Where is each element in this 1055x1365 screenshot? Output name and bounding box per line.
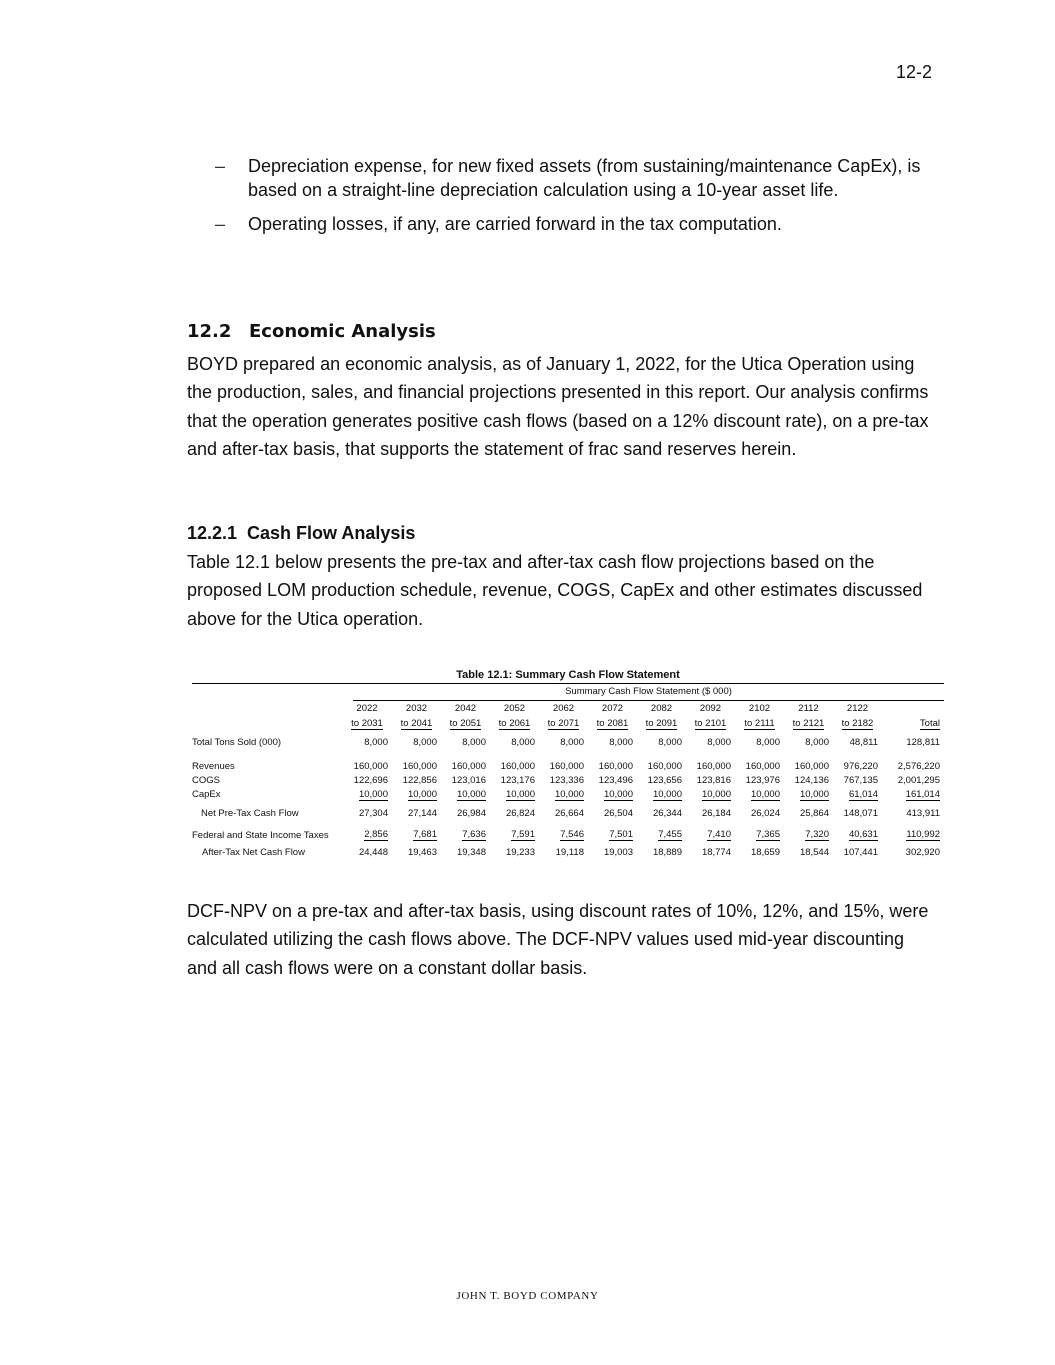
table-cell [588, 844, 637, 861]
table-cell-text: 61,014 [848, 788, 878, 800]
column-header-end [686, 716, 735, 731]
table-cell-text: 123,816 [696, 774, 731, 786]
footer-company-name: JOHN T. BOYD COMPANY [456, 1290, 599, 1302]
column-header-end-text: to 2051 [449, 717, 482, 729]
table-cell [342, 731, 392, 751]
table-cell [784, 844, 833, 861]
table-cell [686, 844, 735, 861]
table-cell-text: 10,000 [407, 788, 437, 800]
table-cell [833, 802, 882, 822]
column-header-end-text: Total [919, 717, 940, 729]
paragraph-cash-flow-intro: Table 12.1 below presents the pre-tax and after-tax cash flow projections based on the proposed LOM production schedule, revenue, COGS, CapEx and other estimates discussed above for the Utica operation. [187, 552, 923, 629]
table-cell-text: 8,000 [413, 737, 437, 748]
table-cell-text: 123,496 [598, 774, 633, 786]
column-header-end-text: to 2041 [400, 717, 433, 729]
table-cell-text: 123,016 [451, 774, 486, 786]
table-cell [735, 731, 784, 751]
table-cell [342, 844, 392, 861]
column-header-start-text: 2102 [748, 703, 771, 714]
table-cell [686, 731, 735, 751]
table-cell [490, 751, 539, 773]
table-cell [392, 802, 441, 822]
column-header-start [490, 701, 539, 716]
table-cell-text: 26,184 [701, 808, 731, 819]
column-header-start-text: 2052 [503, 703, 526, 714]
table-cell [882, 822, 944, 844]
table-cell [490, 822, 539, 844]
table-cell [392, 751, 441, 773]
table-cell-text: 767,135 [843, 774, 878, 786]
row-label [192, 822, 342, 844]
column-header-end-text: to 2071 [547, 717, 580, 729]
table-cell-text: 8,000 [560, 737, 584, 748]
table-cell [392, 773, 441, 787]
column-header-start-text: 2042 [454, 703, 477, 714]
table-cell-text: 27,304 [358, 808, 388, 819]
table-cell [833, 844, 882, 861]
subsection-number: 12.2.1 [187, 523, 238, 543]
table-cell [833, 731, 882, 751]
table-cell-text: 10,000 [652, 788, 682, 800]
table-cell-text: 7,410 [707, 829, 731, 840]
table-cell-text: 123,656 [647, 774, 682, 786]
row-label [192, 751, 342, 773]
column-header-end-text: to 2081 [596, 717, 629, 729]
table-cell-text: 110,992 [906, 829, 940, 840]
table-cell-text: 160,000 [402, 761, 437, 772]
table-cell-text: 19,463 [407, 847, 437, 858]
column-header-end [539, 716, 588, 731]
table-cell [784, 773, 833, 787]
table-cell [441, 787, 490, 802]
table-cell [882, 802, 944, 822]
table-cell [441, 844, 490, 861]
table-cell [441, 751, 490, 773]
column-header-start-text: 2112 [798, 703, 819, 714]
table-cell-text: 976,220 [843, 761, 878, 772]
table-cell [490, 844, 539, 861]
table-cell-text: 10,000 [750, 788, 780, 800]
subsection-title: Cash Flow Analysis [247, 523, 416, 543]
bullet-item [215, 212, 945, 236]
column-header-start-text: 2072 [601, 703, 624, 714]
cash-flow-table [192, 668, 944, 861]
table-cell-text: 26,344 [652, 808, 682, 819]
table-row-capex [192, 787, 944, 802]
table-cell [441, 773, 490, 787]
table-cell-text: 7,681 [413, 829, 437, 840]
cash-flow-grid [192, 701, 944, 861]
table-cell [392, 731, 441, 751]
column-header-end-text: to 2182 [841, 717, 874, 729]
row-label [192, 787, 342, 802]
table-cell [588, 751, 637, 773]
table-cell [686, 773, 735, 787]
table-cell-text: 18,659 [750, 847, 780, 858]
table-cell-text: 8,000 [511, 737, 535, 748]
table-cell-text: 302,920 [905, 847, 940, 858]
table-cell-text: 123,176 [500, 774, 535, 786]
column-header-start-text: 2062 [552, 703, 575, 714]
column-header-start [686, 701, 735, 716]
section-title: Economic Analysis [249, 321, 436, 342]
section-heading [187, 321, 436, 342]
column-header-start [539, 701, 588, 716]
table-cell-text: 19,233 [505, 847, 535, 858]
table-cell-text: 10,000 [554, 788, 584, 800]
table-cell-text: 7,365 [756, 829, 780, 840]
column-header-start [637, 701, 686, 716]
table-cell [342, 802, 392, 822]
column-header-start-text: 2022 [356, 703, 378, 714]
table-cell-text: 18,774 [701, 847, 731, 858]
column-header-end-text: to 2101 [694, 717, 727, 729]
column-header-end [588, 716, 637, 731]
table-cell [490, 773, 539, 787]
table-cell [539, 731, 588, 751]
table-cell [539, 822, 588, 844]
bullet-dash: – [215, 156, 226, 176]
table-cell-text: 160,000 [353, 761, 388, 772]
table-cell-text: 2,856 [364, 829, 388, 840]
table-cell-text: 122,696 [353, 774, 388, 786]
table-cell [392, 787, 441, 802]
table-cell-text: 7,501 [609, 829, 633, 840]
column-header-end [392, 716, 441, 731]
table-cell [833, 751, 882, 773]
table-cell-text: 123,976 [745, 774, 780, 786]
table-cell [342, 822, 392, 844]
table-cell-text: 123,336 [549, 774, 584, 786]
table-cell-text: 10,000 [799, 788, 829, 800]
column-header-start [342, 701, 392, 716]
table-cell [784, 802, 833, 822]
table-cell-text: 27,144 [407, 808, 437, 819]
table-cell [882, 731, 944, 751]
table-cell [441, 802, 490, 822]
table-cell-text: 19,348 [456, 847, 486, 858]
table-cell [735, 773, 784, 787]
table-cell-text: 10,000 [505, 788, 535, 800]
table-cell-text: 8,000 [756, 737, 780, 748]
row-label-text: Total Tons Sold (000) [192, 737, 282, 748]
table-cell-text: 10,000 [603, 788, 633, 800]
table-cell-text: 26,664 [554, 808, 584, 819]
column-header-end [882, 716, 944, 731]
table-cell [637, 844, 686, 861]
column-header-start-text: 2032 [405, 703, 428, 714]
table-cell [686, 751, 735, 773]
row-label [192, 773, 342, 787]
table-cell-text: 161,014 [905, 788, 940, 800]
table-cell [686, 802, 735, 822]
table-cell [833, 822, 882, 844]
column-header-end-text: to 2111 [744, 717, 775, 729]
paragraph-dcf-npv: DCF-NPV on a pre-tax and after-tax basis, using discount rates of 10%, 12%, and 15%, were calculated utilizing the cash flows above. The DCF-NPV values used mid-year discounting and all cash flows were on a constant dollar basis. [187, 901, 929, 978]
column-header-end-text: to 2061 [498, 717, 531, 729]
column-header-start [784, 701, 833, 716]
bullet-item [215, 154, 945, 202]
table-cell [441, 822, 490, 844]
table-cell [637, 773, 686, 787]
table-cell-text: 148,071 [843, 808, 878, 819]
table-cell-text: 7,320 [805, 829, 829, 840]
table-cell-text: 48,811 [849, 737, 878, 748]
table-cell [784, 751, 833, 773]
section-number: 12.2 [187, 321, 232, 342]
table-title: Table 12.1: Summary Cash Flow Statement [192, 668, 944, 684]
table-cell [588, 731, 637, 751]
table-cell [392, 822, 441, 844]
table-cell [490, 787, 539, 802]
table-cell-text: 8,000 [707, 737, 731, 748]
table-row-taxes [192, 822, 944, 844]
column-header-end [637, 716, 686, 731]
table-row-revenues [192, 751, 944, 773]
column-header-end [441, 716, 490, 731]
table-cell [539, 844, 588, 861]
table-cell [441, 731, 490, 751]
table-cell-text: 160,000 [696, 761, 731, 772]
table-cell-text: 7,455 [658, 829, 682, 840]
table-cell-text: 7,636 [462, 829, 486, 840]
column-header-end [833, 716, 882, 731]
bullet-text: Operating losses, if any, are carried forward in the tax computation. [248, 214, 782, 234]
table-cell [490, 731, 539, 751]
table-cell-text: 26,824 [505, 808, 535, 819]
table-cell-text: 122,856 [402, 774, 437, 786]
table-cell [588, 802, 637, 822]
table-cell-text: 8,000 [364, 737, 388, 748]
table-cell [342, 773, 392, 787]
table-row-tons [192, 731, 944, 751]
table-header-row [192, 716, 944, 731]
row-label [192, 731, 342, 751]
table-cell [588, 822, 637, 844]
column-header-start-text: 2122 [846, 703, 869, 714]
table-cell-text: 18,544 [799, 847, 829, 858]
table-cell-text: 413,911 [906, 808, 940, 819]
row-label-text: CapEx [192, 789, 221, 800]
table-cell [637, 802, 686, 822]
table-cell [342, 751, 392, 773]
table-header-row [192, 701, 944, 716]
bullet-text: Depreciation expense, for new fixed assets (from sustaining/maintenance CapEx), is based on a straight-line depreciation calculation using a 10-year asset life. [248, 156, 921, 200]
table-cell [735, 802, 784, 822]
table-cell [882, 844, 944, 861]
table-cell [735, 751, 784, 773]
table-cell [588, 773, 637, 787]
table-cell [588, 787, 637, 802]
table-cell [686, 822, 735, 844]
row-label [192, 802, 342, 822]
table-cell [735, 822, 784, 844]
table-cell-text: 160,000 [451, 761, 486, 772]
table-subtitle: Summary Cash Flow Statement ($ 000) [353, 684, 944, 701]
paragraph-economic-analysis: BOYD prepared an economic analysis, as of January 1, 2022, for the Utica Operation using the production, sales, and financial projections presented in this report. Our analysis confirms that the operation generates positive cash flows (based on a 12% discount rate), on a pre-tax and after-tax basis, that supports the statement of frac sand reserves herein. [187, 354, 929, 460]
table-cell-text: 8,000 [658, 737, 682, 748]
table-cell [637, 822, 686, 844]
table-cell-text: 19,118 [555, 847, 584, 858]
table-cell-text: 160,000 [794, 761, 829, 772]
table-cell [539, 787, 588, 802]
table-row-pretax [192, 802, 944, 822]
table-cell [882, 773, 944, 787]
table-cell [686, 787, 735, 802]
table-cell-text: 40,631 [848, 829, 878, 840]
table-cell [490, 802, 539, 822]
table-cell [882, 751, 944, 773]
table-cell-text: 7,591 [511, 829, 535, 840]
page-number: 12-2 [895, 62, 932, 82]
bullet-list [215, 154, 945, 246]
table-cell [833, 773, 882, 787]
table-cell-text: 2,001,295 [897, 774, 940, 786]
table-cell [637, 787, 686, 802]
table-cell [637, 731, 686, 751]
column-header-start [588, 701, 637, 716]
column-header-start [392, 701, 441, 716]
table-cell-text: 160,000 [549, 761, 584, 772]
column-header-start [735, 701, 784, 716]
table-cell [637, 751, 686, 773]
column-header-start [882, 701, 944, 716]
column-header-end-text: to 2121 [792, 717, 825, 729]
column-header-start-text: 2092 [699, 703, 722, 714]
row-label [192, 844, 342, 861]
table-cell-text: 160,000 [598, 761, 633, 772]
table-cell-text: 7,546 [560, 829, 584, 840]
table-cell-text: 128,811 [906, 737, 940, 748]
table-cell-text: 19,003 [603, 847, 633, 858]
column-header-end-text: to 2091 [645, 717, 678, 729]
table-cell-text: 8,000 [462, 737, 486, 748]
table-cell [784, 787, 833, 802]
table-cell-text: 8,000 [805, 737, 829, 748]
table-cell-text: 2,576,220 [897, 761, 940, 772]
table-cell-text: 8,000 [609, 737, 633, 748]
table-cell-text: 160,000 [500, 761, 535, 772]
column-header-end [784, 716, 833, 731]
column-header-start [833, 701, 882, 716]
bullet-dash: – [215, 214, 226, 234]
table-cell [833, 787, 882, 802]
row-label-text: COGS [192, 774, 220, 786]
table-cell-text: 10,000 [456, 788, 486, 800]
table-cell [539, 802, 588, 822]
table-cell-text: 10,000 [358, 788, 388, 800]
table-row-aftertax [192, 844, 944, 861]
table-cell [539, 773, 588, 787]
column-header-end [490, 716, 539, 731]
table-cell-text: 160,000 [745, 761, 780, 772]
row-label-text: Net Pre-Tax Cash Flow [201, 808, 299, 819]
table-cell-text: 25,864 [799, 808, 829, 819]
row-label-text: After-Tax Net Cash Flow [202, 847, 305, 858]
column-header-end [342, 716, 392, 731]
table-cell-text: 18,889 [652, 847, 682, 858]
column-header-end-text: to 2031 [351, 717, 383, 729]
table-cell [539, 751, 588, 773]
subsection-heading [187, 523, 415, 544]
row-label-text: Revenues [192, 761, 235, 772]
table-cell-text: 160,000 [647, 761, 682, 772]
table-cell [784, 731, 833, 751]
table-cell [784, 822, 833, 844]
table-cell [342, 787, 392, 802]
table-cell-text: 10,000 [701, 788, 731, 800]
table-row-cogs [192, 773, 944, 787]
table-cell [882, 787, 944, 802]
column-header-start-text: 2082 [650, 703, 673, 714]
table-cell [735, 844, 784, 861]
row-label-text: Federal and State Income Taxes [192, 829, 329, 841]
table-cell-text: 24,448 [358, 847, 388, 858]
column-header-start [441, 701, 490, 716]
table-cell-text: 26,984 [456, 808, 486, 819]
table-cell-text: 107,441 [843, 847, 878, 858]
table-cell [392, 844, 441, 861]
table-cell-text: 26,024 [750, 808, 780, 819]
table-cell-text: 124,136 [794, 774, 829, 786]
column-header-end [735, 716, 784, 731]
table-cell-text: 26,504 [603, 808, 633, 819]
table-cell [735, 787, 784, 802]
